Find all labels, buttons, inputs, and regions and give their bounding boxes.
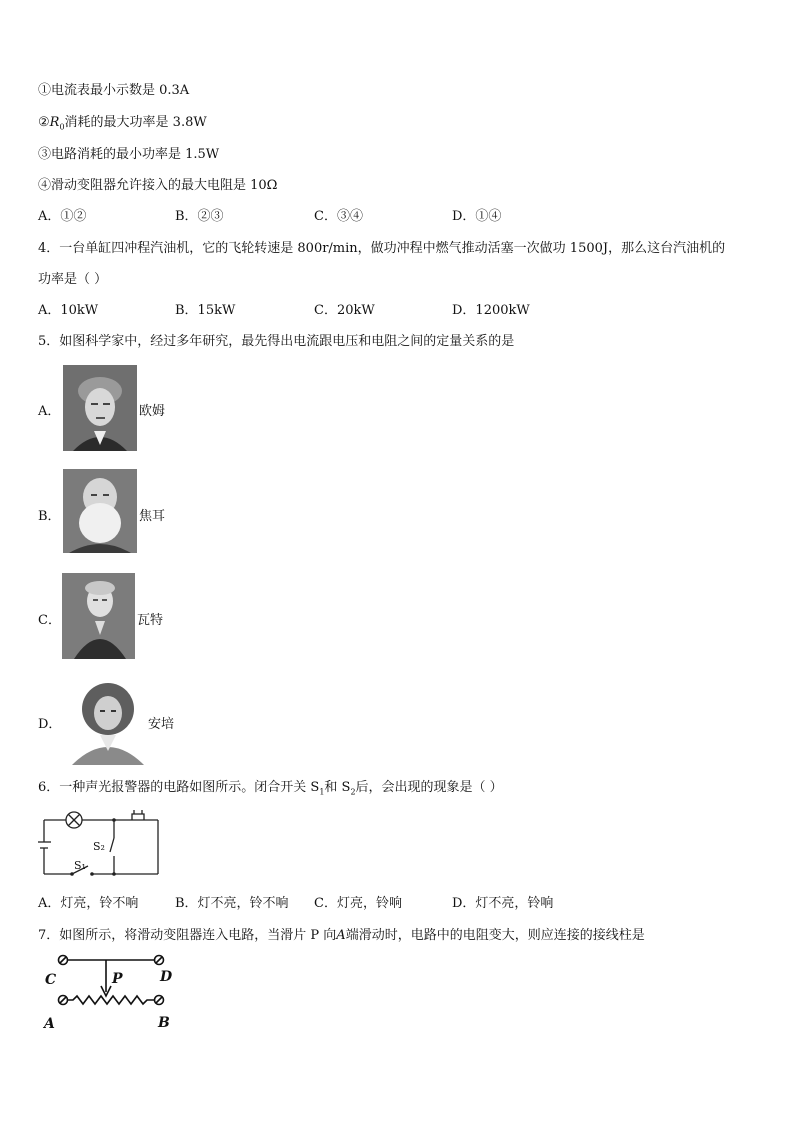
portrait-a-image[interactable] (63, 365, 137, 451)
q7-rheostat-diagram (40, 948, 180, 1036)
q3-option-d[interactable]: D．①④ (452, 209, 502, 224)
statement-2 (38, 114, 207, 137)
q6-option-d[interactable]: D．灯不亮，铃响 (452, 896, 554, 911)
q6-stem-a: 6．一种声光报警器的电路如图所示。闭合开关 S (38, 780, 320, 795)
q5-option-c-name: 瓦特 (137, 613, 164, 628)
terminal-a-label: A (44, 1016, 55, 1032)
svg-text:S₁: S₁ (74, 859, 86, 872)
terminal-b-label: B (158, 1015, 170, 1031)
statement-4: ④滑动变阻器允许接入的最大电阻是 10Ω (38, 178, 278, 193)
q4-stem-line1: 4．一台单缸四冲程汽油机，它的飞轮转速是 800r/min，做功冲程中燃气推动活塞一次做功 1500J，那么这台汽油机的 (38, 241, 726, 256)
q6-stem-c: 后，会出现的现象是（ ） (355, 780, 503, 795)
q7-stem-b: 端滑动时，电路中的电阻变大，则应连接的接线柱是 (345, 928, 645, 943)
q6-sub-2: 2 (350, 787, 356, 797)
statement-2-var: R (49, 115, 60, 130)
q7-stem-a: 7．如图所示，将滑动变阻器连入电路，当滑片 P 向 (38, 928, 337, 943)
q6-sub-1: 1 (319, 787, 325, 797)
q3-option-a[interactable]: A．①② (38, 209, 87, 224)
q5-option-c-letter[interactable]: C． (38, 613, 61, 628)
q5-option-d-name: 安培 (148, 717, 175, 732)
statement-2-rest: 消耗的最大功率是 3.8W (64, 115, 207, 130)
q7-stem (38, 927, 645, 945)
q4-option-b[interactable]: B．15kW (175, 303, 236, 318)
svg-text:S₂: S₂ (93, 840, 105, 853)
q5-option-a-letter[interactable]: A． (38, 404, 61, 419)
q4-option-d[interactable]: D．1200kW (452, 303, 530, 318)
q3-option-c[interactable]: C．③④ (314, 209, 363, 224)
q5-option-b-name: 焦耳 (139, 509, 166, 524)
q4-option-a[interactable]: A．10kW (38, 303, 99, 318)
q4-option-c[interactable]: C．20kW (314, 303, 375, 318)
q6-stem (38, 779, 503, 802)
portrait-c-image[interactable] (62, 573, 135, 659)
statement-2-prefix: ② (38, 115, 50, 130)
terminal-c-label: C (45, 972, 57, 988)
q4-stem-line2: 功率是（ ） (38, 272, 108, 287)
q5-option-d-letter[interactable]: D． (38, 717, 62, 732)
portrait-d-image[interactable] (70, 679, 146, 765)
q6-option-b[interactable]: B．灯不亮，铃不响 (175, 896, 289, 911)
q5-option-b-letter[interactable]: B． (38, 509, 61, 524)
slider-p-label: P (112, 971, 123, 987)
portrait-b-image[interactable] (63, 469, 137, 553)
q6-option-c[interactable]: C．灯亮，铃响 (314, 896, 402, 911)
q6-stem-b: 和 S (324, 780, 351, 795)
statement-1: ①电流表最小示数是 0.3A (38, 83, 190, 98)
statement-2-sub: 0 (59, 122, 65, 132)
q6-option-a[interactable]: A．灯亮，铃不响 (38, 896, 139, 911)
q7-var-a: A (336, 928, 346, 943)
q5-option-a-name: 欧姆 (139, 404, 166, 419)
q5-stem: 5．如图科学家中，经过多年研究，最先得出电流跟电压和电阻之间的定量关系的是 (38, 334, 515, 349)
q6-circuit-diagram (38, 808, 162, 884)
q3-option-b[interactable]: B．②③ (175, 209, 224, 224)
terminal-d-label: D (160, 969, 173, 985)
statement-3: ③电路消耗的最小功率是 1.5W (38, 147, 220, 162)
